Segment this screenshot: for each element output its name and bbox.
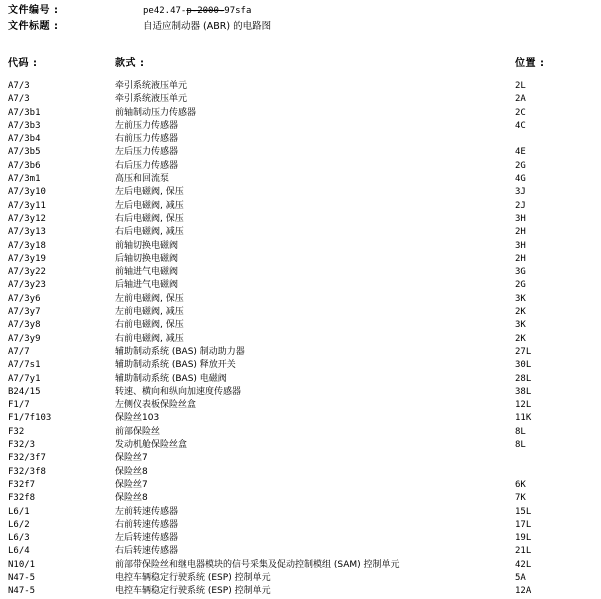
list-item: [0, 173, 601, 186]
list-item: [0, 585, 601, 598]
component-position: 30L: [515, 360, 532, 371]
component-position: 7K: [515, 493, 526, 504]
component-name: 发动机舱保险丝盒: [115, 440, 188, 451]
list-item: [0, 359, 601, 372]
list-item: [0, 200, 601, 213]
component-code: L6/4: [8, 546, 30, 557]
list-item: [0, 519, 601, 532]
component-name: 左后电磁阀, 保压: [115, 187, 184, 198]
component-code: A7/3y10: [8, 187, 46, 198]
list-item: [0, 506, 601, 519]
component-position: 4C: [515, 120, 526, 131]
list-item: [0, 160, 601, 173]
component-code: A7/7y1: [8, 373, 41, 384]
file-number-struck: p-2000-: [186, 6, 225, 16]
component-position: 21L: [515, 546, 532, 557]
component-position: 3H: [515, 240, 526, 251]
list-item: [0, 439, 601, 452]
component-name: 左后电磁阀, 减压: [115, 200, 184, 211]
component-code: A7/3y7: [8, 307, 41, 318]
component-name: 右后压力传感器: [115, 160, 179, 171]
component-name: 左后转速传感器: [115, 533, 179, 544]
component-code: F32f8: [8, 493, 36, 504]
component-name: 牵引系统液压单元: [115, 94, 188, 105]
component-position: 12L: [515, 400, 532, 411]
component-name: 保险丝7: [115, 479, 148, 490]
list-item: [0, 107, 601, 120]
file-title-label: 文件标题 :: [8, 21, 59, 32]
component-name: 右前电磁阀, 保压: [115, 320, 184, 331]
component-name: 高压和回流泵: [115, 174, 170, 185]
component-name: 转速、横向和纵向加速度传感器: [115, 386, 242, 397]
component-code: A7/3y11: [8, 200, 46, 211]
component-code: A7/3y6: [8, 293, 41, 304]
component-position: 11K: [515, 413, 532, 424]
component-code: L6/1: [8, 506, 30, 517]
list-item: [0, 572, 601, 585]
component-name: 电控车辆稳定行驶系统 (ESP) 控制单元: [115, 586, 271, 597]
list-item: [0, 306, 601, 319]
list-item: [0, 559, 601, 572]
component-code: A7/7: [8, 346, 30, 357]
component-position: 3K: [515, 320, 526, 331]
component-code: A7/3b5: [8, 147, 41, 158]
list-item: [0, 373, 601, 386]
component-code: A7/3y22: [8, 267, 46, 278]
list-item: [0, 333, 601, 346]
component-name: 保险丝8: [115, 493, 148, 504]
list-item: [0, 426, 601, 439]
component-position: 2G: [515, 160, 526, 171]
list-item: [0, 226, 601, 239]
component-name: 后轴进气电磁阀: [115, 280, 179, 291]
component-code: N47-5: [8, 572, 36, 583]
component-name: 后轴切换电磁阀: [115, 253, 179, 264]
component-code: B24/15: [8, 386, 41, 397]
list-item: [0, 399, 601, 412]
component-position: 2K: [515, 333, 526, 344]
list-item: [0, 532, 601, 545]
component-position: 2H: [515, 227, 526, 238]
component-code: A7/3m1: [8, 174, 41, 185]
list-item: [0, 545, 601, 558]
component-position: 2J: [515, 200, 526, 211]
component-position: 27L: [515, 346, 532, 357]
list-item: [0, 452, 601, 465]
component-position: 4G: [515, 174, 526, 185]
component-name: 保险丝7: [115, 453, 148, 464]
component-name: 右后转速传感器: [115, 546, 179, 557]
component-code: A7/3b4: [8, 134, 41, 145]
component-position: 19L: [515, 533, 532, 544]
list-item: [0, 412, 601, 425]
component-position: 2A: [515, 94, 526, 105]
component-name: 左侧仪表板保险丝盒: [115, 400, 197, 411]
component-code: A7/3: [8, 81, 30, 91]
file-number-value: [143, 4, 251, 18]
component-position: 3H: [515, 213, 526, 224]
list-item: [0, 80, 601, 93]
list-item: [0, 120, 601, 133]
position-column-header: 位置 :: [515, 58, 545, 69]
list-item: [0, 492, 601, 505]
component-code: F1/7f103: [8, 413, 52, 424]
file-number-label: 文件编号 :: [8, 5, 59, 16]
component-name: 辅助制动系统 (BAS) 释放开关: [115, 360, 236, 371]
component-name: 左前电磁阀, 保压: [115, 293, 184, 304]
component-code: F32f7: [8, 479, 36, 490]
list-item: [0, 266, 601, 279]
component-name: 前轴进气电磁阀: [115, 267, 179, 278]
component-name: 左后压力传感器: [115, 147, 179, 158]
component-position: 3K: [515, 293, 526, 304]
component-name: 保险丝8: [115, 466, 148, 477]
name-column-header: 款式 :: [115, 58, 145, 69]
component-code: A7/3: [8, 94, 30, 105]
component-position: 2H: [515, 253, 526, 264]
list-item: [0, 319, 601, 332]
component-name: 左前压力传感器: [115, 120, 179, 131]
component-code: A7/3b6: [8, 160, 41, 171]
component-position: 3J: [515, 187, 526, 198]
component-code: A7/3b1: [8, 107, 41, 118]
component-code: A7/7s1: [8, 360, 41, 371]
component-code: L6/3: [8, 533, 30, 544]
component-position: 8L: [515, 440, 526, 451]
list-item: [0, 479, 601, 492]
component-code: F1/7: [8, 400, 30, 411]
component-code: A7/3y8: [8, 320, 41, 331]
code-column-header: 代码 :: [8, 58, 38, 69]
component-name: 牵引系统液压单元: [115, 81, 188, 91]
component-name: 辅助制动系统 (BAS) 制动助力器: [115, 346, 245, 357]
component-name: 前轴制动压力传感器: [115, 107, 197, 118]
list-item: [0, 186, 601, 199]
component-code: L6/2: [8, 519, 30, 530]
component-code: A7/3b3: [8, 120, 41, 131]
component-name: 右前压力传感器: [115, 134, 179, 145]
component-code: A7/3y19: [8, 253, 46, 264]
component-code: N47-5: [8, 586, 36, 597]
component-name: 前部带保险丝和继电器模块的信号采集及促动控制模组 (SAM) 控制单元: [115, 559, 400, 570]
component-name: 右后电磁阀, 减压: [115, 227, 184, 238]
component-list: [0, 80, 601, 599]
component-code: A7/3y13: [8, 227, 46, 238]
component-name: 右前电磁阀, 减压: [115, 333, 184, 344]
list-item: [0, 240, 601, 253]
component-position: 8L: [515, 426, 526, 437]
component-name: 右后电磁阀, 保压: [115, 213, 184, 224]
component-position: 2K: [515, 307, 526, 318]
file-number-prefix: pe42.47-: [143, 6, 187, 16]
component-position: 42L: [515, 559, 532, 570]
list-item: [0, 133, 601, 146]
component-code: F32: [8, 426, 25, 437]
component-code: A7/3y9: [8, 333, 41, 344]
list-item: [0, 146, 601, 159]
component-code: F32/3: [8, 440, 36, 451]
list-item: [0, 346, 601, 359]
component-position: 17L: [515, 519, 532, 530]
component-position: 2L: [515, 81, 526, 91]
component-code: A7/3y18: [8, 240, 46, 251]
list-item: [0, 279, 601, 292]
component-name: 左前转速传感器: [115, 506, 179, 517]
component-position: 2C: [515, 107, 526, 118]
list-item: [0, 466, 601, 479]
component-position: 15L: [515, 506, 532, 517]
component-name: 辅助制动系统 (BAS) 电磁阀: [115, 373, 227, 384]
component-code: A7/3y23: [8, 280, 46, 291]
component-name: 电控车辆稳定行驶系统 (ESP) 控制单元: [115, 572, 271, 583]
list-item: [0, 386, 601, 399]
component-position: 28L: [515, 373, 532, 384]
list-item: [0, 93, 601, 106]
component-code: F32/3f8: [8, 466, 46, 477]
component-position: 12A: [515, 586, 532, 597]
list-item: [0, 253, 601, 266]
component-name: 右前转速传感器: [115, 519, 179, 530]
component-name: 前轴切换电磁阀: [115, 240, 179, 251]
file-title-value: 自适应制动器 (ABR) 的电路图: [143, 21, 272, 32]
component-name: 左前电磁阀, 减压: [115, 307, 184, 318]
file-number-suffix: 97sfa: [224, 6, 252, 16]
list-item: [0, 293, 601, 306]
component-position: 6K: [515, 479, 526, 490]
component-name: 前部保险丝: [115, 426, 161, 437]
component-name: 保险丝103: [115, 413, 160, 424]
component-code: F32/3f7: [8, 453, 46, 464]
component-code: N10/1: [8, 559, 36, 570]
component-position: 2G: [515, 280, 526, 291]
list-item: [0, 213, 601, 226]
component-position: 38L: [515, 386, 532, 397]
component-position: 4E: [515, 147, 526, 158]
component-code: A7/3y12: [8, 213, 46, 224]
component-position: 3G: [515, 267, 526, 278]
component-position: 5A: [515, 572, 526, 583]
